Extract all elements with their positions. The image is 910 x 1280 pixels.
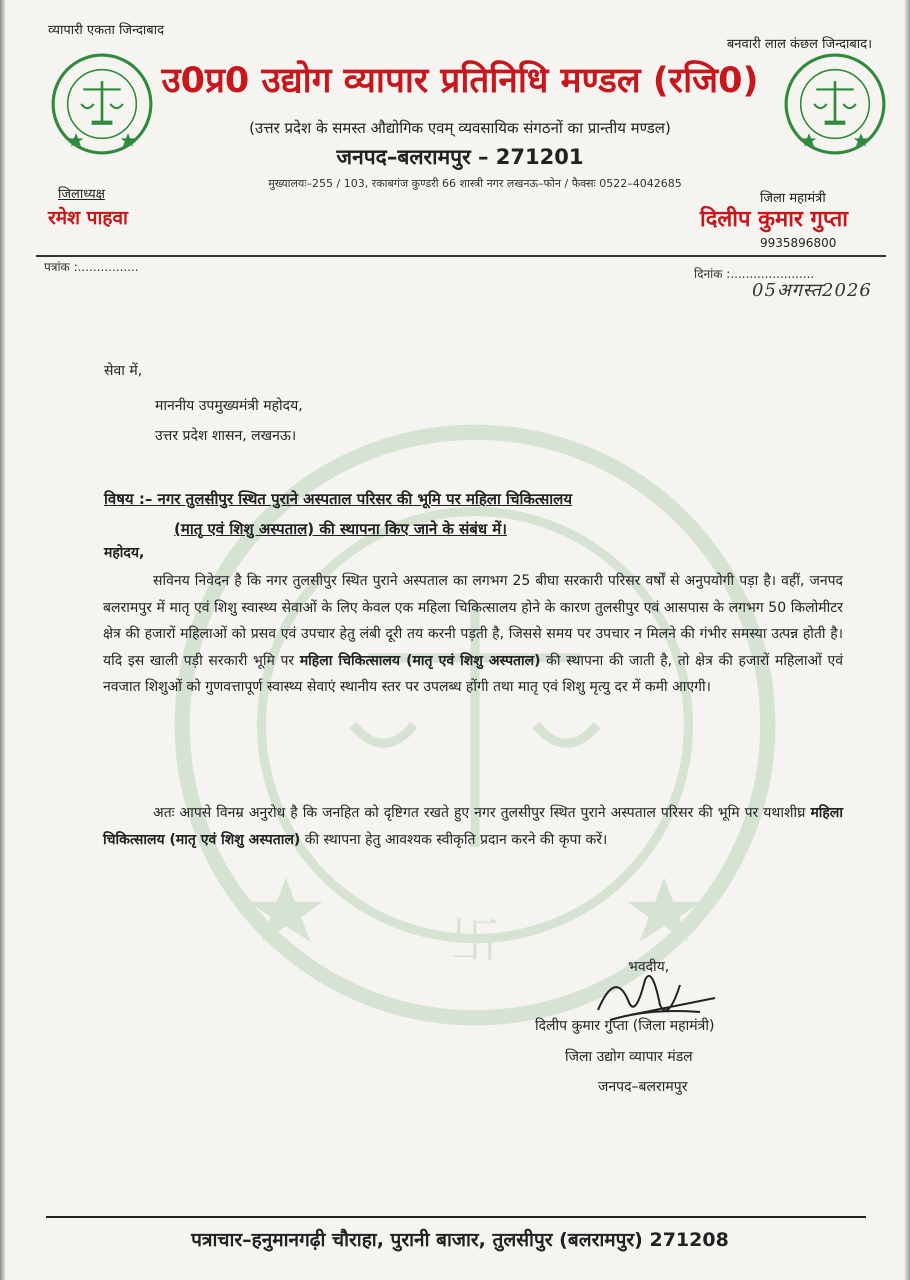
addressee-line-2: माननीय उपमुख्यमंत्री महोदय,	[155, 398, 303, 414]
page-edge-right	[904, 0, 910, 1280]
letter-subject	[104, 484, 804, 544]
svg-text:卐: 卐	[450, 911, 500, 969]
body-paragraph-1	[103, 568, 843, 701]
footer-address: पत्राचार–हनुमानगढ़ी चौराहा, पुरानी बाजार, तुलसीपुर (बलरामपुर) 271208	[191, 1229, 729, 1251]
secretary-name: दिलीप कुमार गुप्ता	[700, 207, 848, 232]
para1-text-b: की स्थापना की जाती है, तो क्षेत्र की हजारों महिलाओं एवं नवजात शिशुओं को गुणवत्तापूर्ण स्वास्थ्य सेवाएं स्थानीय स्तर पर उपलब्ध होंगी तथा मातृ एवं शिशु मृत्यु दर में कमी आएगी।	[103, 652, 843, 695]
body-paragraph-2	[103, 800, 843, 853]
para2-bold: महिला चिकित्सालय (मातृ एवं शिशु अस्पताल)	[103, 805, 843, 848]
signer-name: दिलीप कुमार गुप्ता (जिला महामंत्री)	[535, 1018, 715, 1034]
signer-org: जिला उद्योग व्यापार मंडल	[565, 1049, 693, 1065]
handwritten-date: 05अगस्त2026	[752, 280, 872, 301]
salutation: महोदय,	[104, 545, 145, 561]
org-district: जनपद–बलरामपुर – 271201	[336, 145, 584, 169]
header-divider	[36, 255, 886, 257]
subject-line-1: विषय :– नगर तुलसीपुर स्थित पुराने अस्पताल परिसर की भूमि पर महिला चिकित्सालय	[104, 490, 573, 508]
para2-text-b: की स्थापना हेतु आवश्यक स्वीकृति प्रदान करने की कृपा करें।	[300, 831, 608, 848]
addressee-line-1: सेवा में,	[104, 363, 143, 379]
secretary-phone: 9935896800	[760, 236, 837, 250]
para1-text-a: सविनय निवेदन है कि नगर तुलसीपुर स्थित पुराने अस्पताल का लगभग 25 बीघा सरकारी परिसर वर्षों से अनुपयोगी पड़ा है। वहीं, जनपद बलरामपुर में मातृ एवं शिशु स्वास्थ्य सेवाओं के लिए केवल एक महिला चिकित्सालय होने के कारण तुलसीपुर एवं आसपास के लगभग 50 किलोमीटर क्षेत्र की हजारों महिलाओं को प्रसव एवं उपचार हेतु लंबी दूरी तय करनी पड़ती है, जिससे समय पर उपचार न मिलने की गंभीर समस्या उत्पन्न होती है। यदि इस खाली पड़ी सरकारी भूमि पर	[103, 573, 843, 669]
president-role: जिलाध्यक्ष	[58, 187, 105, 202]
page-edge-left	[0, 0, 6, 1280]
closing: भवदीय,	[628, 959, 670, 975]
org-address: मुख्यालयः–255 / 103, रकाबगंज कुण्डरी 66 शास्त्री नगर लखनऊ–फोन / फैक्सः 0522–4042685	[268, 177, 682, 190]
footer-divider	[46, 1216, 866, 1218]
org-title: उ0प्र0 उद्योग व्यापार प्रतिनिधि मण्डल (रजि0)	[161, 61, 759, 101]
president-name: रमेश पाहवा	[48, 207, 128, 229]
reference-number: पत्रांक :................	[44, 260, 139, 274]
subject-line-2: (मातृ एवं शिशु अस्पताल) की स्थापना किए जाने के संबंध में।	[174, 520, 507, 538]
slogan-right: बनवारी लाल कंछल जिन्दाबाद।	[726, 37, 872, 52]
para1-bold: महिला चिकित्सालय (मातृ एवं शिशु अस्पताल)	[299, 652, 541, 669]
addressee-line-3: उत्तर प्रदेश शासन, लखनऊ।	[155, 428, 297, 444]
org-seal-left-icon	[50, 52, 154, 156]
date-label: दिनांक :......................	[694, 267, 815, 281]
secretary-role: जिला महामंत्री	[760, 191, 826, 206]
para2-text-a: अतः आपसे विनम्र अनुरोध है कि जनहित को दृष्टिगत रखते हुए नगर तुलसीपुर स्थित पुराने अस्पताल परिसर की भूमि पर यथाशीघ्र	[153, 805, 811, 821]
slogan-left: व्यापारी एकता जिन्दाबाद	[48, 23, 164, 38]
signer-place: जनपद–बलरामपुर	[598, 1079, 688, 1095]
org-subtitle: (उत्तर प्रदेश के समस्त औद्योगिक एवम् व्यवसायिक संगठनों का प्रान्तीय मण्डल)	[249, 119, 671, 137]
org-seal-right-icon	[783, 52, 887, 156]
